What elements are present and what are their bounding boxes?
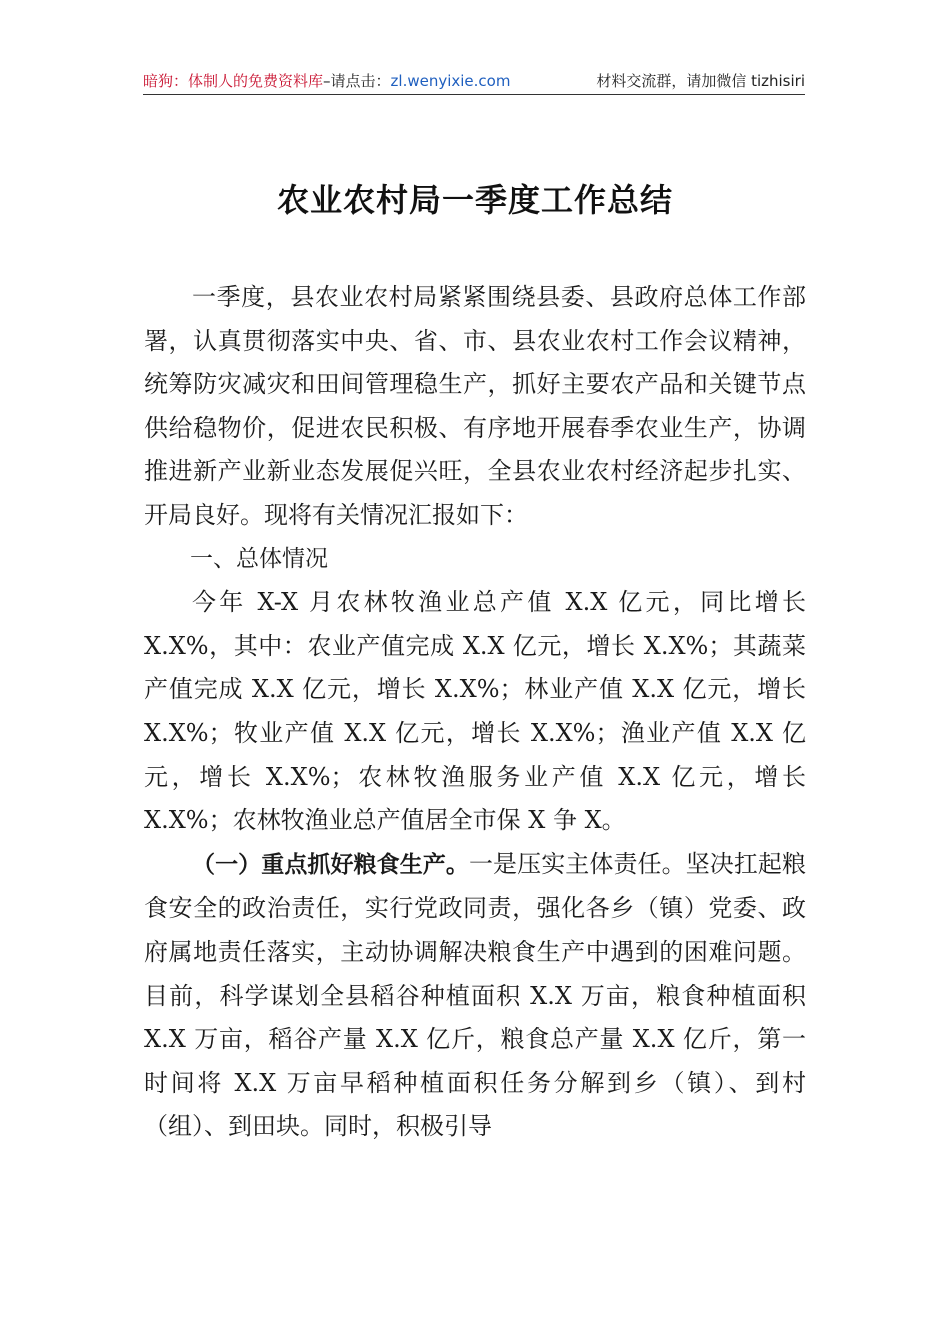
subsection-paragraph: [144, 843, 806, 1149]
website-link[interactable]: zl.wenyixie.com: [390, 72, 511, 90]
group-note: 材料交流群，请加微信 tizhisiri: [596, 72, 805, 90]
section-heading: 一、总体情况: [190, 545, 328, 572]
document-body: [144, 276, 806, 1149]
section-paragraph: 今年 X-X 月农林牧渔业总产值 X.X 亿元，同比增长 X.X%，其中：农业产值完成 X.X 亿元，增长 X.X%；其蔬菜产值完成 X.X 亿元，增长 X.X%；林业产值 X.X 亿元，增长 X.X%；牧业产值 X.X 亿元，增长 X.X%；渔业产值 X.X 亿元，增长 X.X%；农林牧渔服务业产值 X.X 亿元，增长 X.X%；农林牧渔业总产值居全市保 X 争 X。: [144, 588, 806, 835]
document-title: 农业农村局一季度工作总结: [276, 181, 673, 219]
brand-text: 暗狗：体制人的免费资料库: [143, 72, 324, 90]
subsection-heading: （一）重点抓好粮食生产。: [192, 851, 469, 878]
promo-header: [143, 70, 805, 94]
subsection-text: 一是压实主体责任。坚决扛起粮食安全的政治责任，实行党政同责，强化各乡（镇）党委、政府属地责任落实，主动协调解决粮食生产中遇到的困难问题。目前，科学谋划全县稻谷种植面积 X.X 万亩，粮食种植面积 X.X 万亩，稻谷产量 X.X 亿斤，粮食总产量 X.X 亿斤，第一时间将 X.X 万亩早稻种植面积任务分解到乡（镇）、到村（组）、到田块。同时，积极引导: [144, 849, 807, 1141]
intro-paragraph: 一季度，县农业农村局紧紧围绕县委、县政府总体工作部署，认真贯彻落实中央、省、市、县农业农村工作会议精神，统筹防灾减灾和田间管理稳生产，抓好主要农产品和关键节点供给稳物价，促进农民积极、有序地开展春季农业生产，协调推进新产业新业态发展促兴旺，全县农业农村经济起步扎实、开局良好。现将有关情况汇报如下：: [144, 283, 806, 529]
click-prompt: –请点击：: [323, 72, 391, 90]
header-divider: [143, 94, 805, 95]
